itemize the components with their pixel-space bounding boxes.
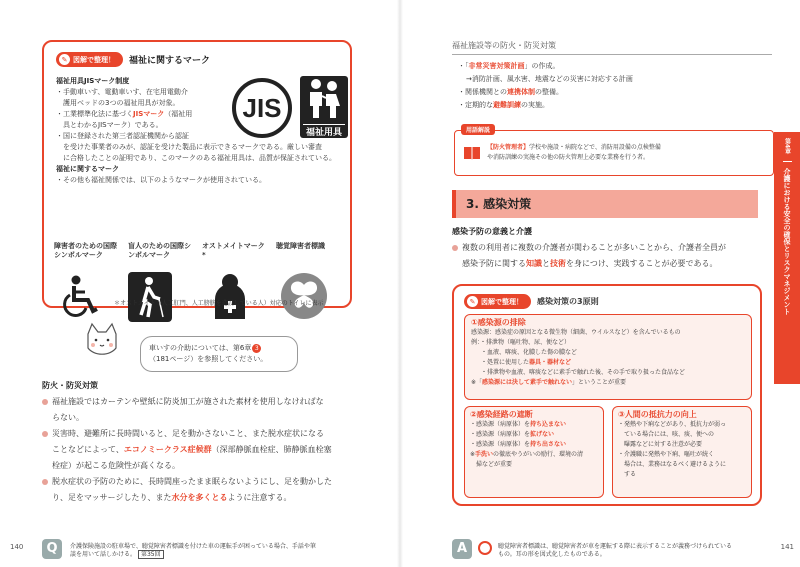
text: ・定期的な (458, 101, 493, 109)
term: 技術 (550, 259, 566, 268)
answer-badge: A (452, 539, 472, 559)
text: ・関係機関との (458, 88, 507, 96)
cat-mascot-icon (80, 320, 124, 364)
principle-heading: ①感染源の排除 (471, 318, 526, 327)
bulb-icon: ✎ (467, 296, 478, 307)
text: ※「 (471, 379, 483, 386)
text-line (470, 440, 598, 450)
fire-disaster-heading: 防火・防災対策 (42, 381, 98, 390)
infection-principles-box (452, 284, 762, 506)
text-line: 福祉施設ではカーテンや壁紙に防炎加工が施された素材を使用しなければな (52, 397, 324, 406)
welfare-marks-box (42, 40, 352, 308)
list-item (458, 86, 633, 99)
text: 談を用いて話しかける。 (70, 551, 137, 558)
glossary-tag: 用語解説 (461, 124, 495, 135)
section-number-badge: 3 (252, 344, 261, 353)
right-page (400, 0, 800, 567)
text: の整備。 (535, 88, 563, 96)
text-line (462, 256, 772, 272)
page-number: 141 (780, 543, 794, 551)
jis-logo: JIS (232, 78, 292, 138)
principle-3 (612, 406, 752, 498)
text-line: ている場合には、咳、痰、便への (624, 431, 715, 438)
page-number: 140 (10, 543, 24, 551)
mark-blind (128, 242, 192, 322)
text-line: 曝露などに対する注意が必要 (624, 441, 703, 448)
box-title-row (464, 294, 599, 309)
chapter-tab[interactable] (774, 132, 800, 384)
answer-text (498, 543, 764, 559)
quiz-question (10, 543, 400, 559)
principle-heading: ②感染経路の遮断 (470, 410, 533, 419)
chapter-title: 介護における安全の確保とリスクマネジメント (783, 168, 791, 315)
text: ・「 (458, 62, 469, 70)
ostomate-icon (202, 272, 258, 320)
term: 持ち込まない (530, 421, 567, 428)
diagram-pill (56, 52, 123, 67)
text-line (70, 551, 400, 559)
sub-heading: 感染予防の意義と介護 (452, 227, 532, 236)
jis-text-wide (56, 142, 348, 186)
text: の徹底やうがいの励行、環境の清 (493, 451, 584, 458)
text-line: 場合は、業務はなるべく避けるように (624, 461, 727, 468)
text-line: 災害時、避難所に長時間いると、足を動かさないこと、また脱水症状になる (52, 429, 324, 438)
other-heading: 福祉に関するマーク (56, 165, 119, 173)
butterfly-icon (276, 272, 332, 320)
text: ・処置に使用した (481, 359, 530, 366)
fukushi-logo-text: 福祉用具 (303, 124, 345, 138)
jis-line: に合格したことの証明であり、このマークのある福祉用具は、品質が保証されている。 (63, 154, 336, 162)
paragraph (452, 240, 772, 272)
quiz-answer (452, 543, 800, 559)
footnote: ＊オストメイト（人工肛門、人工膀胱を造設している人）対応のトイレに表示 (114, 300, 324, 307)
text: り、足をマッサージしたり、また (52, 493, 172, 502)
text-line: する (624, 471, 637, 478)
text: ・感染源（病原体）を (470, 421, 531, 428)
text-line: ・発熱や下痢などがあり、抵抗力が弱っ (618, 421, 727, 428)
jis-line: ・国に登録された第三者認証機関から認証 (56, 132, 189, 140)
jis-text (56, 76, 228, 142)
term: 拡げない (530, 431, 555, 438)
text-line: 感染源：感染症の原因となる微生物（細菌、ウイルスなど）を含んでいるもの (471, 329, 681, 336)
mark-label: 盲人のための国際シンボルマーク (128, 242, 191, 259)
book-icon (463, 145, 481, 161)
bulb-icon: ✎ (59, 54, 70, 65)
text-line: 例：・排泄物（嘔吐物、尿、便など） (471, 339, 571, 346)
list-item (458, 60, 633, 73)
mark-label: 障害者のための国際シンボルマーク (54, 242, 117, 259)
text: を身につけ、実践することが必要である。 (566, 259, 718, 268)
fire-measures-list (458, 60, 633, 112)
text: ・工業標準化法に基づく (56, 110, 133, 118)
principle-heading: ③人間の抵抗力の向上 (618, 410, 697, 419)
text-line: ・排泄物や血液、喀痰などに素手で触れた後、その手で取り扱った食品など (481, 369, 686, 376)
question-badge: Q (42, 539, 62, 559)
term: 持ち出さない (530, 441, 567, 448)
text: （福祉用 (164, 110, 193, 118)
infection-intro (452, 240, 772, 272)
jis-heading: 福祉用具JISマーク制度 (56, 77, 130, 85)
jis-line: ・手動車いす、電動車いす、在宅用電動介 (56, 88, 188, 96)
paragraph (42, 426, 372, 474)
text-line (470, 430, 598, 440)
text-line: もの。耳の形を図式化したものである。 (498, 551, 606, 558)
term: 避難訓練 (493, 101, 521, 109)
jis-line: 具とわかるJISマーク）である。 (63, 121, 163, 129)
question-text (70, 543, 400, 559)
glossary-text (487, 143, 661, 163)
running-head: 福祉施設等の防火・防災対策 (452, 41, 556, 50)
fukushi-logo (300, 76, 348, 138)
callout-text: （181ページ）を参照してください。 (149, 355, 268, 363)
text-line: 栓症）が起こる危険性が高くなる。 (52, 461, 180, 470)
term: 知識 (526, 259, 542, 268)
paragraph (42, 474, 372, 506)
term: 非常災害対策計画 (468, 62, 525, 70)
text-line: 聴覚障害者標識は、聴覚障害者が車を運転する際に表示することが義務づけられている (498, 543, 733, 550)
other-line: ・その他も福祉関係では、以下のようなマークが使用されている。 (56, 176, 266, 184)
callout-bubble (140, 336, 298, 372)
term: 手洗い (475, 451, 494, 458)
text-line (487, 143, 661, 153)
text-line (52, 490, 372, 506)
glossary-box (454, 127, 774, 176)
pill-label: 図解で整理！ (481, 297, 523, 306)
text-line: や消防訓練の実施その他の防火管理上必要な業務を行う者。 (487, 154, 650, 161)
exam-ref-badge: 第35回 (138, 550, 164, 559)
term: 連携体制 (507, 88, 535, 96)
text: 感染予防に関する (462, 259, 526, 268)
callout-text: 車いすの介助については、第6章 (149, 344, 252, 352)
mark-label: 聴覚障害者標識 (276, 242, 325, 250)
term: 器具・器材など (529, 359, 572, 366)
text: ように注意する。 (227, 493, 292, 502)
hydration-term: 水分を多くとる (171, 493, 228, 502)
text: の実施。 (521, 101, 549, 109)
principle-2 (464, 406, 604, 498)
box-title: 感染対策の3原則 (537, 297, 599, 306)
text: （深部静脈血栓症、肺静脈血栓塞 (211, 445, 332, 454)
list-item (458, 99, 633, 112)
blind-person-icon (128, 272, 172, 322)
box-title: 福祉に関するマーク (129, 56, 211, 66)
text-line: らない。 (52, 413, 84, 422)
text-line: 介護保険施設の駐車場で、聴覚障害者標識を付けた車の運転手が困っている場合、手話や筆 (70, 543, 316, 550)
text-line: 脱水症状の予防のために、長時間座ったまま眠らないようにし、足を動かした (52, 477, 332, 486)
section-heading: 3. 感染対策 (452, 190, 758, 218)
jis-line: 護用ベッドの3つの福祉用具が対象。 (63, 99, 180, 107)
text: 」ということが重要 (572, 379, 627, 386)
text-line (471, 378, 745, 388)
mark-wheelchair (54, 242, 118, 320)
diagram-pill (464, 294, 531, 309)
text: ※ (470, 451, 476, 458)
text-line (470, 450, 598, 460)
jis-mark-term: JISマーク (133, 110, 165, 118)
chapter-number: 第4章 (783, 132, 792, 162)
text: と (542, 259, 550, 268)
text: 」の作成。 (524, 62, 560, 70)
term: 感染源には決して素手で触れない (482, 379, 573, 386)
wheelchair-icon (54, 272, 110, 320)
text-line: 掃などが重要 (476, 461, 513, 468)
pill-label: 図解で整理！ (73, 55, 115, 64)
text-line (52, 442, 372, 458)
economy-class-term: エコノミークラス症候群 (123, 445, 212, 454)
term: 【防火管理者】 (487, 144, 530, 151)
correct-circle-icon (478, 541, 492, 555)
text-line: ・血液、喀痰、化膿した傷の膿など (481, 349, 578, 356)
text-line: 複数の利用者に複数の介護者が関わることが多いことから、介護者全員が (462, 243, 726, 252)
text: ・感染源（病原体）を (470, 441, 531, 448)
text-line: ・介護職に発熱や下痢、嘔吐が続く (618, 451, 715, 458)
paragraph (42, 394, 372, 426)
jis-line (56, 109, 228, 120)
rule (452, 54, 772, 55)
mark-label: オストメイトマーク* (202, 242, 265, 259)
fire-disaster-body (42, 394, 372, 506)
text: ことなどによって、 (52, 445, 124, 454)
text-line (470, 420, 598, 430)
text: 学校や施設・病院などで、消防用設備の点検整備 (529, 144, 661, 151)
jis-line: を受けた事業者のみが、認証を受けた製品に表示できるマークである。厳しい審査 (63, 143, 322, 151)
list-item: →消防計画、風水害、地震などの災害に対応する計画 (466, 75, 633, 83)
box-title-row (56, 52, 210, 67)
principle-1 (464, 314, 752, 400)
caregiver-icon (300, 76, 348, 120)
text-line (471, 358, 745, 368)
text: ・感染源（病原体）を (470, 431, 531, 438)
